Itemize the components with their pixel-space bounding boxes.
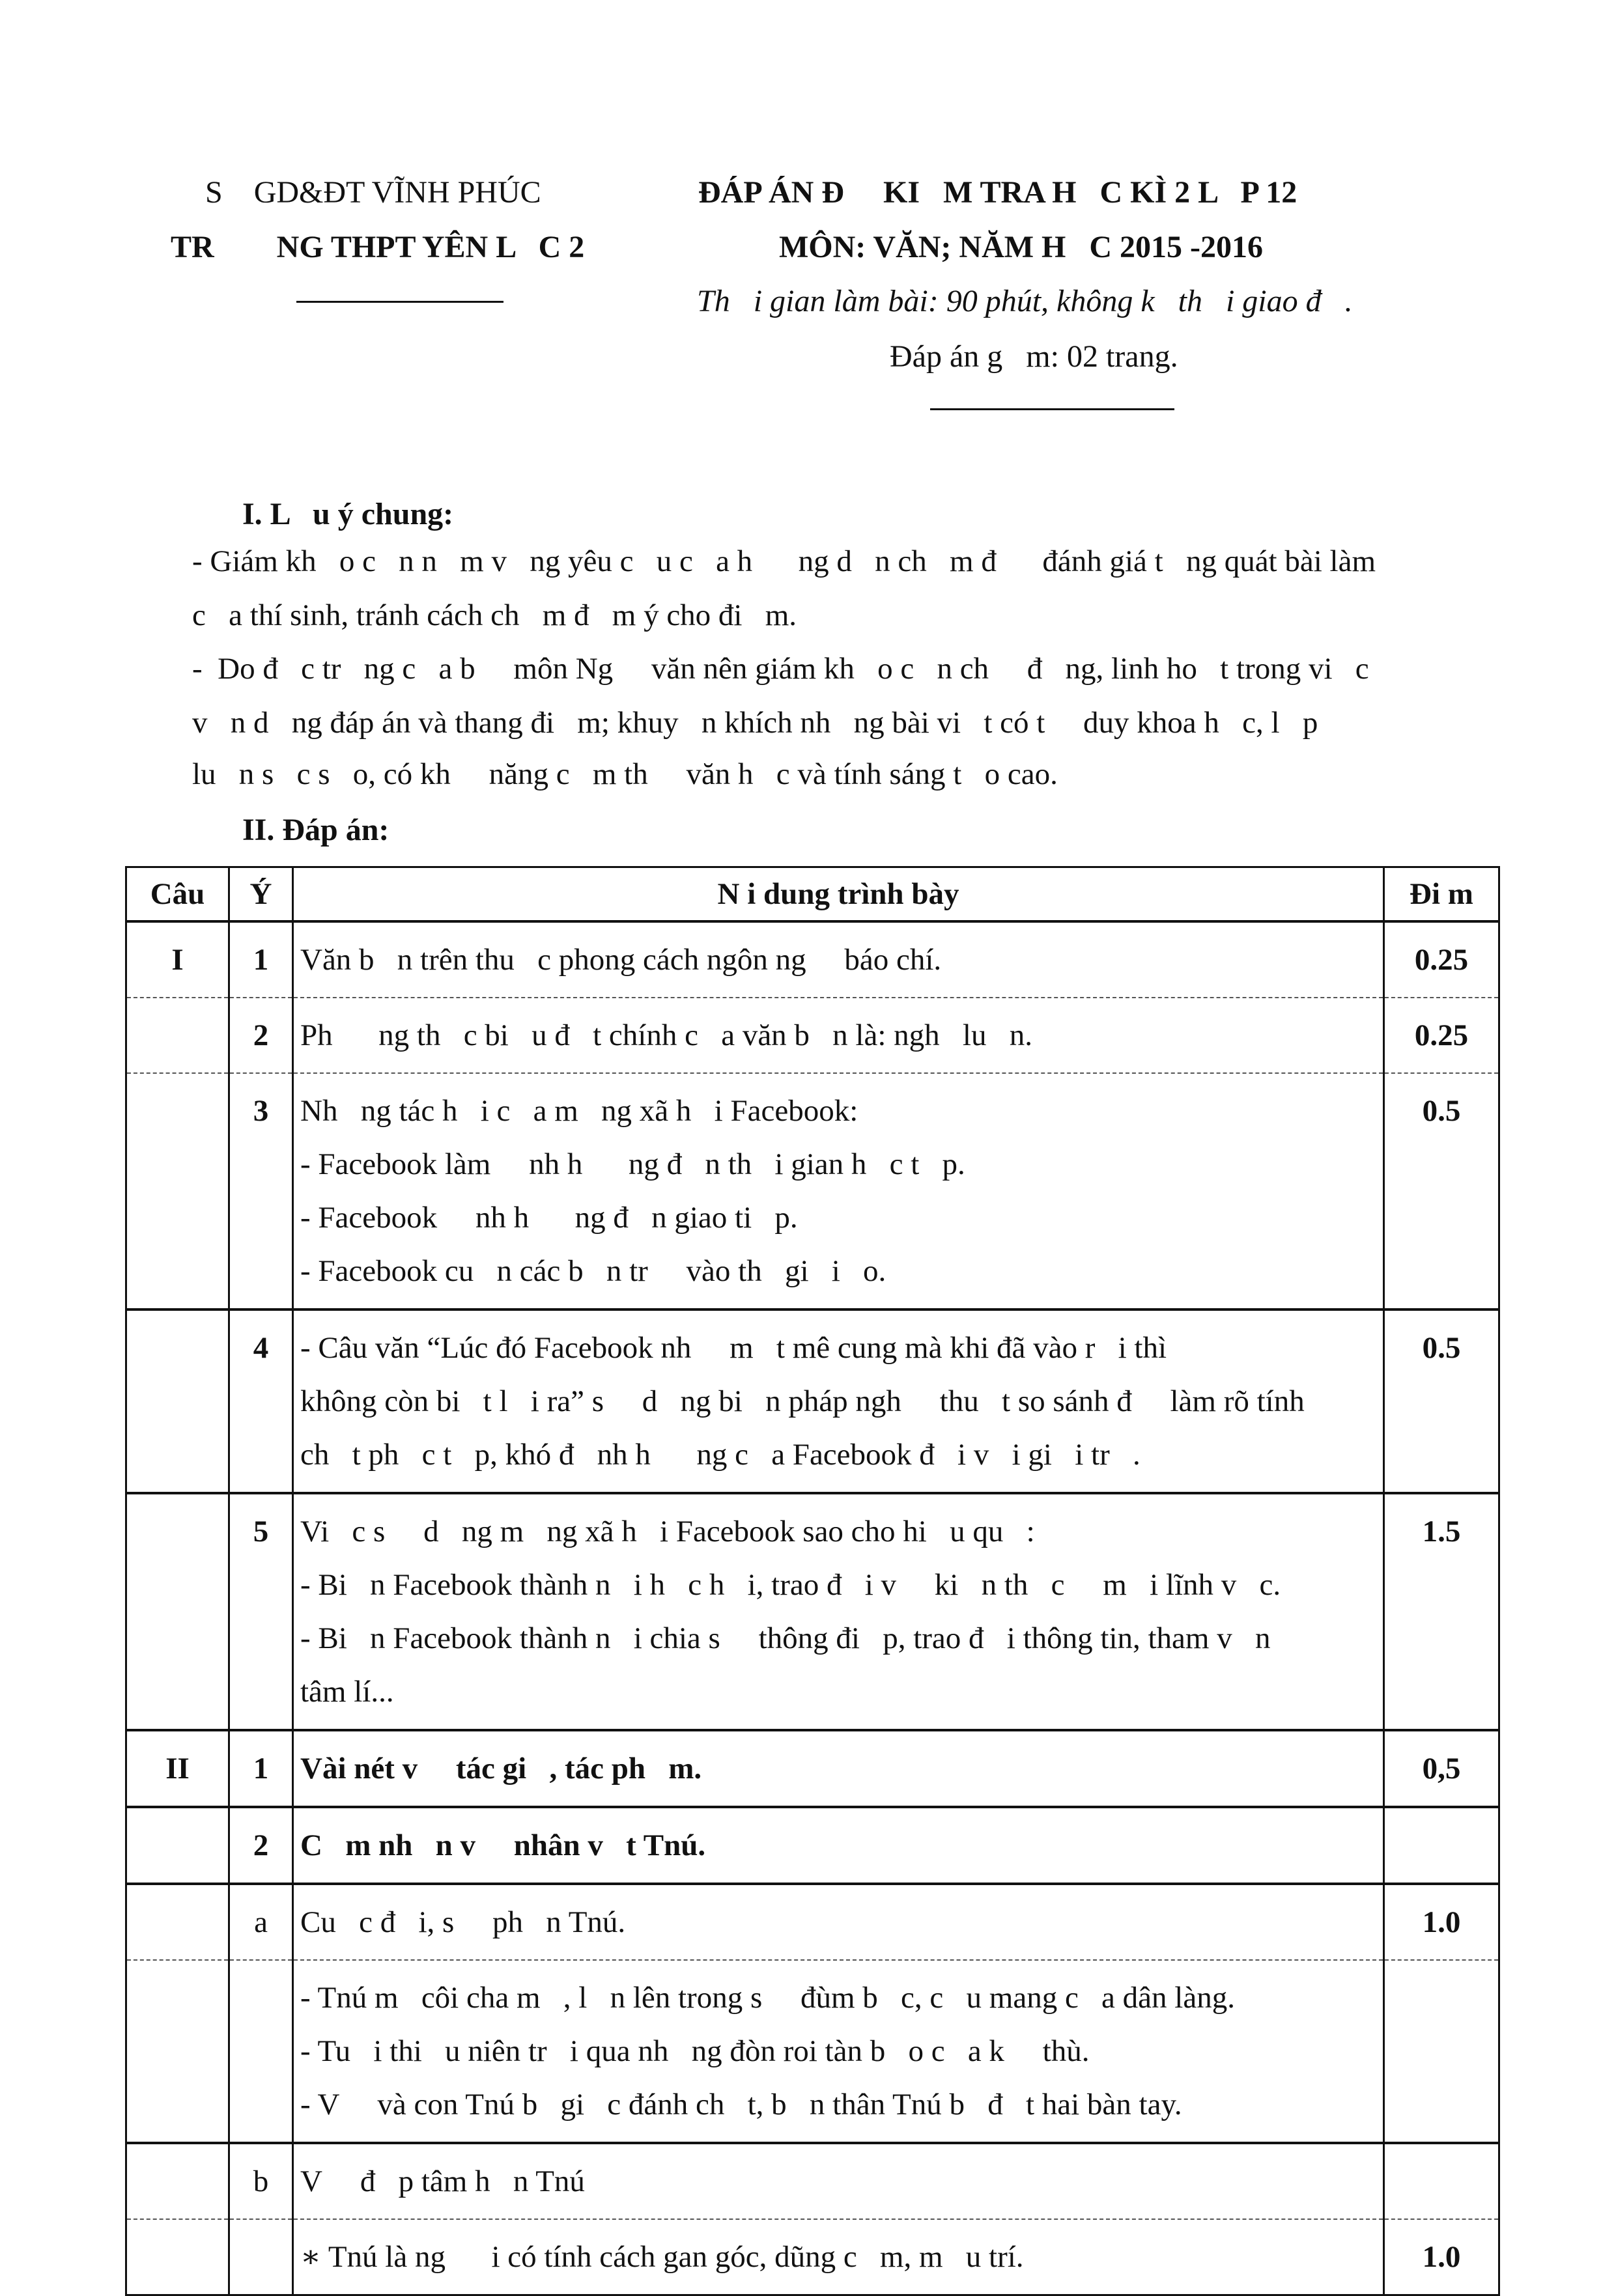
department-name: S GD&ĐT VĨNH PHÚC (205, 175, 541, 210)
question-cell (126, 1884, 229, 1960)
score-cell: 0,5 (1384, 1730, 1499, 1807)
header-question: Câu (126, 867, 229, 922)
item-cell: 2 (229, 1807, 293, 1884)
score-cell: 1.0 (1384, 1884, 1499, 1960)
content-line: - Tnú m côi cha m , l n lên trong s đùm b c, c u mang c a dân làng. (300, 1981, 1235, 2015)
content-line: - Câu văn “Lúc đó Facebook nh m t mê cung mà khi đã vào r i thì (300, 1331, 1167, 1365)
content-line: V đ p tâm h n Tnú (300, 2164, 585, 2198)
score-cell: 1.5 (1384, 1493, 1499, 1730)
content-cell (293, 998, 1384, 1073)
note-line: - Giám kh o c n n m v ng yêu c u c a h ng d n ch m đ đánh giá t ng quát bài làm (192, 544, 1376, 578)
content-cell (293, 1073, 1384, 1309)
note-line: - Do đ c tr ng c a b môn Ng văn nên giám kh o c n ch đ ng, linh ho t trong vi c (192, 652, 1369, 686)
table-row (126, 1309, 1499, 1493)
content-line: tâm lí... (300, 1675, 394, 1709)
section-heading-answers: II. Đáp án: (242, 813, 390, 847)
score-cell (1384, 1807, 1499, 1884)
item-cell: 2 (229, 998, 293, 1073)
page-count: Đáp án g m: 02 trang. (890, 339, 1178, 374)
subject-year: MÔN: VĂN; NĂM H C 2015 -2016 (779, 230, 1264, 264)
content-line: - Facebook cu n các b n tr vào th gi i o. (300, 1254, 886, 1288)
content-line: Nh ng tác h i c a m ng xã h i Facebook: (300, 1094, 858, 1128)
table-row (126, 1884, 1499, 1960)
content-line: - V và con Tnú b gi c đánh ch t, b n thân Tnú b đ t hai bàn tay. (300, 2088, 1182, 2121)
right-divider (930, 408, 1174, 410)
question-cell (126, 1073, 229, 1309)
content-cell (293, 2219, 1384, 2295)
table-row (126, 1730, 1499, 1807)
score-cell: 0.25 (1384, 998, 1499, 1073)
note-line: c a thí sinh, tránh cách ch m đ m ý cho đi m. (192, 598, 797, 632)
score-cell (1384, 1960, 1499, 2143)
header-item: Ý (229, 867, 293, 922)
item-cell: 1 (229, 921, 293, 998)
content-line: ch t ph c t p, khó đ nh h ng c a Facebook đ i v i gi i tr . (300, 1438, 1141, 1472)
score-cell: 0.5 (1384, 1073, 1499, 1309)
table-row (126, 1073, 1499, 1309)
note-line: v n d ng đáp án và thang đi m; khuy n khích nh ng bài vi t có t duy khoa h c, l p (192, 706, 1318, 740)
content-cell (293, 1493, 1384, 1730)
table-row (126, 1960, 1499, 2143)
score-cell: 1.0 (1384, 2219, 1499, 2295)
content-cell (293, 1309, 1384, 1493)
left-divider (296, 301, 503, 303)
table-row (126, 998, 1499, 1073)
content-cell (293, 1960, 1384, 2143)
content-line: - Bi n Facebook thành n i chia s thông đi p, trao đ i thông tin, tham v n (300, 1621, 1271, 1655)
document-title: ĐÁP ÁN Đ KI M TRA H C KÌ 2 L P 12 (698, 175, 1297, 210)
question-cell: I (126, 921, 229, 998)
content-line: Ph ng th c bi u đ t chính c a văn b n là: ngh lu n. (300, 1018, 1032, 1052)
item-cell (229, 2219, 293, 2295)
table-row (126, 1807, 1499, 1884)
item-cell: b (229, 2143, 293, 2219)
score-cell (1384, 2143, 1499, 2219)
content-line: C m nh n v nhân v t Tnú. (300, 1828, 706, 1862)
item-cell: 5 (229, 1493, 293, 1730)
question-cell: II (126, 1730, 229, 1807)
content-cell (293, 1884, 1384, 1960)
item-cell: a (229, 1884, 293, 1960)
time-allowed: Th i gian làm bài: 90 phút, không k th i giao đ . (697, 284, 1353, 318)
table-row (126, 2219, 1499, 2295)
content-line: - Tu i thi u niên tr i qua nh ng đòn roi tàn b o c a k thù. (300, 2034, 1090, 2068)
content-cell (293, 1730, 1384, 1807)
question-cell (126, 1807, 229, 1884)
table-row (126, 2143, 1499, 2219)
note-line: lu n s c s o, có kh năng c m th văn h c và tính sáng t o cao. (192, 757, 1058, 791)
content-line: - Bi n Facebook thành n i h c h i, trao đ i v ki n th c m i lĩnh v c. (300, 1568, 1281, 1602)
score-cell: 0.25 (1384, 921, 1499, 998)
content-line: Cu c đ i, s ph n Tnú. (300, 1905, 626, 1939)
table-row (126, 1493, 1499, 1730)
content-line: Văn b n trên thu c phong cách ngôn ng báo chí. (300, 943, 942, 977)
question-cell (126, 2143, 229, 2219)
content-line: không còn bi t l i ra” s d ng bi n pháp ngh thu t so sánh đ làm rõ tính (300, 1384, 1305, 1418)
content-line: Vi c s d ng m ng xã h i Facebook sao cho hi u qu : (300, 1515, 1035, 1548)
item-cell (229, 1960, 293, 2143)
header-score: Đi m (1384, 867, 1499, 922)
content-line: ∗ Tnú là ng i có tính cách gan góc, dũng c m, m u trí. (300, 2240, 1024, 2274)
content-line: - Facebook làm nh h ng đ n th i gian h c t p. (300, 1147, 965, 1181)
question-cell (126, 1309, 229, 1493)
item-cell: 3 (229, 1073, 293, 1309)
content-line: - Facebook nh h ng đ n giao ti p. (300, 1201, 798, 1235)
question-cell (126, 1960, 229, 2143)
table-row (126, 921, 1499, 998)
school-name: TR NG THPT YÊN L C 2 (171, 230, 585, 264)
table-header-row (126, 867, 1499, 922)
question-cell (126, 998, 229, 1073)
question-cell (126, 2219, 229, 2295)
section-heading-general-notes: I. L u ý chung: (242, 497, 454, 531)
content-cell (293, 1807, 1384, 1884)
question-cell (126, 1493, 229, 1730)
item-cell: 4 (229, 1309, 293, 1493)
content-cell (293, 2143, 1384, 2219)
item-cell: 1 (229, 1730, 293, 1807)
answer-table (125, 866, 1500, 2296)
content-line: Vài nét v tác gi , tác ph m. (300, 1752, 702, 1785)
header-content: N i dung trình bày (293, 867, 1384, 922)
score-cell: 0.5 (1384, 1309, 1499, 1493)
content-cell (293, 921, 1384, 998)
